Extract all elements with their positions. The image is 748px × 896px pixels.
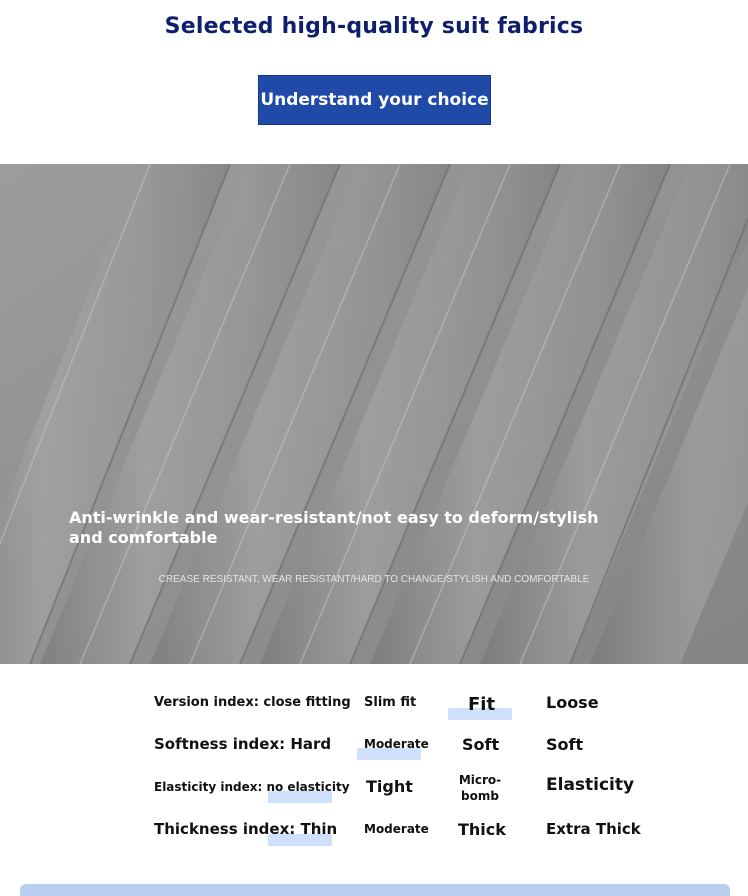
fabric-image bbox=[0, 164, 748, 664]
thickness-option-extra-thick: Extra Thick bbox=[546, 820, 641, 838]
thickness-option-moderate: Moderate bbox=[364, 822, 429, 836]
version-option-loose: Loose bbox=[546, 693, 599, 712]
fabric-sub-caption: CREASE RESISTANT, WEAR RESISTANT/HARD TO CHANGE/STYLISH AND COMFORTABLE bbox=[158, 574, 590, 585]
softness-index-label: Softness index: Hard bbox=[154, 735, 332, 753]
version-index-label: Version index: close fitting bbox=[154, 695, 351, 710]
version-option-fit: Fit bbox=[468, 694, 496, 715]
softness-option-soft: Soft bbox=[462, 735, 500, 754]
thickness-option-thick: Thick bbox=[458, 820, 506, 839]
fabric-texture bbox=[0, 164, 748, 664]
softness-option-soft-2: Soft bbox=[546, 735, 584, 754]
elasticity-option-micro-bomb: Micro-bomb bbox=[458, 773, 502, 803]
version-option-slim-fit: Slim fit bbox=[364, 695, 417, 710]
thickness-index-label: Thickness index: Thin bbox=[154, 820, 338, 838]
elasticity-option-elasticity: Elasticity bbox=[546, 775, 635, 795]
elasticity-option-tight: Tight bbox=[366, 777, 413, 796]
fabric-caption: Anti-wrinkle and wear-resistant/not easy to deform/stylish and comfortable bbox=[69, 508, 599, 547]
softness-option-moderate: Moderate bbox=[364, 737, 429, 751]
understand-choice-button[interactable]: Understand your choice bbox=[258, 75, 491, 125]
index-table bbox=[0, 664, 748, 864]
elasticity-index-label: Elasticity index: no elasticity bbox=[154, 780, 350, 794]
page-title: Selected high-quality suit fabrics bbox=[164, 14, 584, 39]
bottom-banner-edge bbox=[20, 884, 730, 896]
